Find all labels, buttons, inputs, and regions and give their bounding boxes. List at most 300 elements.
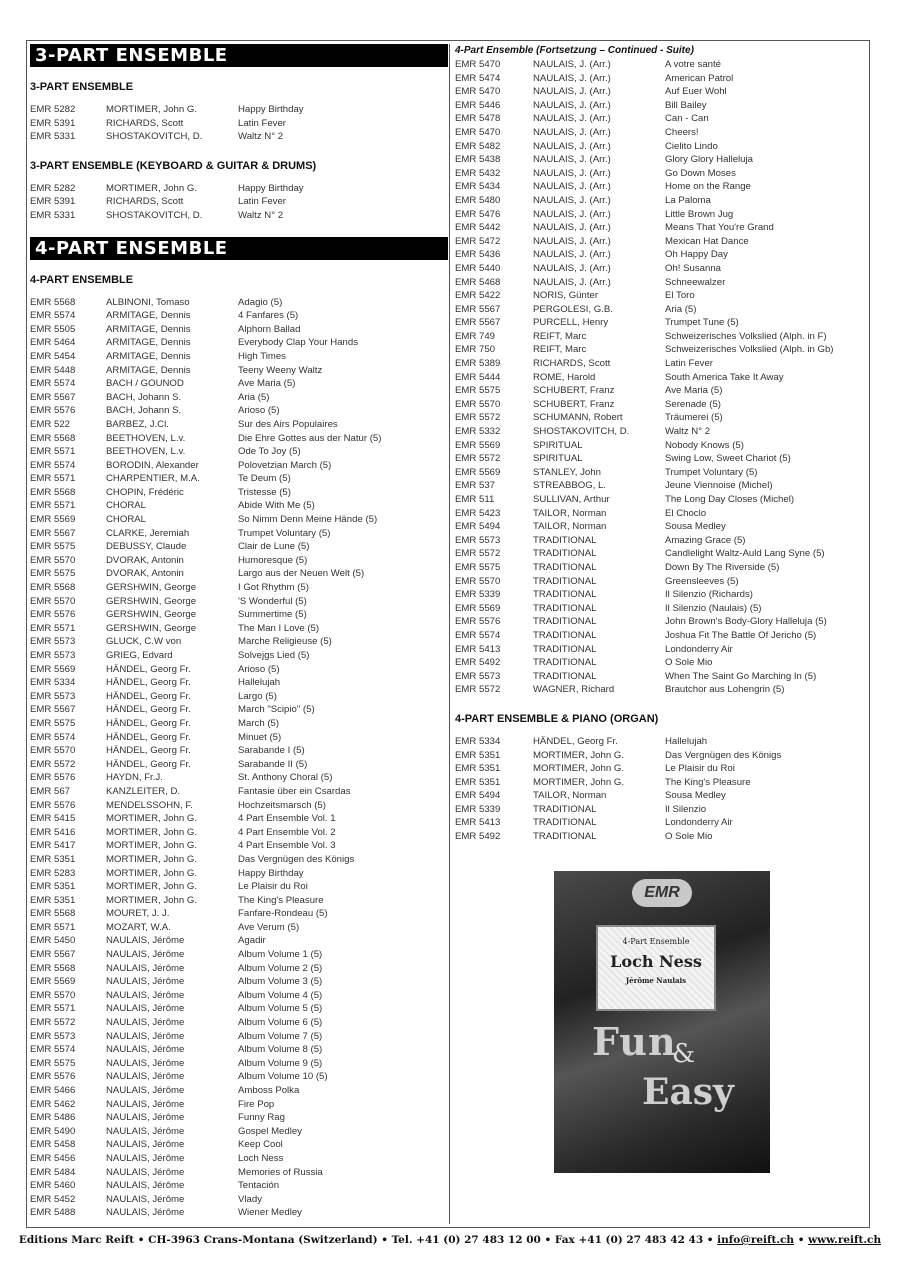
title: Nobody Knows (5): [665, 439, 744, 451]
composer: ARMITAGE, Dennis: [106, 364, 191, 376]
composer: NAULAIS, Jérôme: [106, 1030, 185, 1042]
catalog-number: EMR 5391: [30, 117, 76, 129]
catalog-row: [455, 762, 867, 776]
title: Glory Glory Halleluja: [665, 154, 753, 166]
title: Alphorn Ballad: [238, 323, 301, 335]
catalog-number: EMR 5576: [455, 616, 501, 628]
catalog-row: [30, 309, 448, 323]
composer: TRADITIONAL: [533, 589, 597, 601]
catalog-number: EMR 5569: [455, 439, 501, 451]
title: Arioso (5): [238, 405, 280, 417]
title: O Sole Mio: [665, 657, 713, 669]
composer: TRADITIONAL: [533, 670, 597, 682]
composer: NAULAIS, J. (Arr.): [533, 262, 611, 274]
catalog-number: EMR 5351: [30, 853, 76, 865]
catalog-number: EMR 5470: [455, 86, 501, 98]
catalog-row: [455, 262, 867, 276]
catalog-row: [455, 221, 867, 235]
title: Funny Rag: [238, 1112, 285, 1124]
catalog-row: [455, 85, 867, 99]
title: Träumerei (5): [665, 412, 723, 424]
catalog-number: EMR 5575: [30, 717, 76, 729]
catalog-number: EMR 5570: [455, 398, 501, 410]
catalog-number: EMR 5468: [455, 276, 501, 288]
composer: TRADITIONAL: [533, 803, 597, 815]
title: Wiener Medley: [238, 1207, 302, 1219]
composer: NAULAIS, Jérôme: [106, 1098, 185, 1110]
composer: PURCELL, Henry: [533, 317, 609, 329]
catalog-row: [30, 445, 448, 459]
footer-web-link[interactable]: www.reift.ch: [808, 1234, 882, 1246]
title: Home on the Range: [665, 181, 751, 193]
title: Agadir: [238, 935, 266, 947]
catalog-row: [455, 411, 867, 425]
title: Fanfare-Rondeau (5): [238, 908, 328, 920]
composer: ARMITAGE, Dennis: [106, 310, 191, 322]
composer: RICHARDS, Scott: [106, 117, 184, 129]
catalog-row: [30, 635, 448, 649]
catalog-number: EMR 5391: [30, 196, 76, 208]
title: Amazing Grace (5): [665, 534, 746, 546]
left-column: [30, 44, 448, 1220]
title: Hallelujah: [238, 677, 281, 689]
catalog-number: EMR 5571: [30, 446, 76, 458]
composer: MORTIMER, John G.: [533, 776, 624, 788]
composer: MORTIMER, John G.: [106, 853, 197, 865]
catalog-number: EMR 5571: [30, 622, 76, 634]
composer: NAULAIS, Jérôme: [106, 1139, 185, 1151]
composer: SHOSTAKOVITCH, D.: [533, 426, 630, 438]
title: Il Silenzio (Richards): [665, 589, 753, 601]
composer: NAULAIS, Jérôme: [106, 976, 185, 988]
catalog-number: EMR 5389: [455, 358, 501, 370]
title: Schweizerisches Volkslied (Alph. in Gb): [665, 344, 834, 356]
catalog-number: EMR 5464: [30, 337, 76, 349]
catalog-number: EMR 5448: [30, 364, 76, 376]
catalog-row: [455, 194, 867, 208]
catalog-number: EMR 5334: [455, 735, 501, 747]
catalog-number: EMR 5492: [455, 831, 501, 843]
composer: MORTIMER, John G.: [533, 763, 624, 775]
composer: NAULAIS, J. (Arr.): [533, 222, 611, 234]
composer: TRADITIONAL: [533, 629, 597, 641]
catalog-row: [455, 656, 867, 670]
catalog-number: EMR 5413: [455, 643, 501, 655]
catalog-number: EMR 5571: [30, 1003, 76, 1015]
catalog-row: [30, 1111, 448, 1125]
catalog-number: EMR 5569: [30, 514, 76, 526]
catalog-number: EMR 5575: [30, 541, 76, 553]
catalog-number: EMR 5452: [30, 1193, 76, 1205]
catalog-number: EMR 750: [455, 344, 495, 356]
catalog-row: [455, 643, 867, 657]
catalog-row: [455, 534, 867, 548]
catalog-number: EMR 5339: [455, 803, 501, 815]
right-column: [455, 44, 867, 844]
title: Sousa Medley: [665, 790, 726, 802]
composer: MENDELSSOHN, F.: [106, 799, 193, 811]
composer: NAULAIS, Jérôme: [106, 1057, 185, 1069]
composer: DVORAK, Antonin: [106, 568, 184, 580]
title: Sarabande II (5): [238, 758, 308, 770]
title: Album Volume 1 (5): [238, 949, 323, 961]
composer: BACH, Johann S.: [106, 405, 182, 417]
title: Album Volume 6 (5): [238, 1017, 323, 1029]
catalog-row: [455, 180, 867, 194]
composer: NAULAIS, J. (Arr.): [533, 181, 611, 193]
catalog-number: EMR 5567: [30, 704, 76, 716]
catalog-number: EMR 5570: [30, 554, 76, 566]
catalog-row: [30, 472, 448, 486]
composer: STANLEY, John: [533, 466, 601, 478]
catalog-number: EMR 5446: [455, 99, 501, 111]
composer: DEBUSSY, Claude: [106, 541, 187, 553]
catalog-row: [30, 880, 448, 894]
title: Album Volume 4 (5): [238, 989, 323, 1001]
title: Waltz N° 2: [238, 209, 284, 221]
title: Fantasie über ein Csardas: [238, 785, 351, 797]
catalog-row: [30, 975, 448, 989]
catalog-row: [455, 330, 867, 344]
title: Album Volume 9 (5): [238, 1057, 323, 1069]
catalog-row: [30, 540, 448, 554]
composer: NAULAIS, Jérôme: [106, 1193, 185, 1205]
catalog-number: EMR 5572: [30, 1017, 76, 1029]
title: Serenade (5): [665, 398, 721, 410]
catalog-number: EMR 5331: [30, 131, 76, 143]
title: Bill Bailey: [665, 99, 707, 111]
composer: NAULAIS, Jérôme: [106, 1112, 185, 1124]
catalog-number: EMR 5283: [30, 867, 76, 879]
title: American Patrol: [665, 72, 734, 84]
composer: HAYDN, Fr.J.: [106, 772, 163, 784]
title: Brautchor aus Lohengrin (5): [665, 684, 785, 696]
catalog-row: [455, 683, 867, 697]
composer: GRIEG, Edvard: [106, 650, 173, 661]
composer: SHOSTAKOVITCH, D.: [106, 131, 203, 143]
title: Go Down Moses: [665, 167, 736, 179]
title: Il Silenzio (Naulais) (5): [665, 602, 762, 614]
catalog-row: [455, 153, 867, 167]
title: 4 Part Ensemble Vol. 1: [238, 813, 336, 825]
title: Tristesse (5): [238, 486, 291, 498]
catalog-number: EMR 749: [455, 330, 495, 342]
composer: CHORAL: [106, 514, 146, 526]
catalog-row: [30, 1016, 448, 1030]
catalog-number: EMR 5331: [30, 209, 76, 221]
catalog-number: EMR 5488: [30, 1207, 76, 1219]
catalog-number: EMR 5480: [455, 194, 501, 206]
catalog-row: [455, 466, 867, 480]
catalog-number: EMR 5573: [30, 636, 76, 648]
title: Candlelight Waltz-Auld Lang Syne (5): [665, 548, 825, 560]
composer: MORTIMER, John G.: [106, 182, 197, 194]
composer: MORTIMER, John G.: [533, 749, 624, 761]
catalog-number: EMR 5567: [30, 391, 76, 403]
catalog-number: EMR 5575: [30, 568, 76, 580]
catalog-number: EMR 5569: [455, 602, 501, 614]
composer: HÄNDEL, Georg Fr.: [106, 704, 191, 716]
catalog-row: [455, 670, 867, 684]
catalog-number: EMR 5573: [30, 1030, 76, 1042]
composer: TRADITIONAL: [533, 575, 597, 587]
catalog-row: [30, 195, 448, 209]
title: Mexican Hat Dance: [665, 235, 749, 247]
cover-image-loch-ness: [554, 871, 770, 1173]
cover-amp-text: &: [672, 1039, 696, 1069]
cover-title: Loch Ness: [610, 952, 702, 971]
catalog-number: EMR 5570: [30, 989, 76, 1001]
catalog-number: EMR 5472: [455, 235, 501, 247]
title: Hochzeitsmarsch (5): [238, 799, 326, 811]
title: Sur des Airs Populaires: [238, 418, 338, 430]
catalog-number: EMR 5490: [30, 1125, 76, 1137]
composer: TAILOR, Norman: [533, 790, 607, 802]
composer: NAULAIS, Jérôme: [106, 989, 185, 1001]
composer: KANZLEITER, D.: [106, 785, 181, 797]
title: Das Vergnügen des Königs: [238, 853, 355, 865]
catalog-number: EMR 5573: [30, 650, 76, 661]
composer: NAULAIS, Jérôme: [106, 1152, 185, 1164]
composer: TRADITIONAL: [533, 831, 597, 843]
catalog-row: [455, 629, 867, 643]
catalog-number: EMR 5571: [30, 500, 76, 512]
title: Tentación: [238, 1180, 280, 1192]
title: High Times: [238, 350, 286, 362]
title: Humoresque (5): [238, 554, 308, 566]
catalog-row: [30, 744, 448, 758]
catalog-number: EMR 5432: [455, 167, 501, 179]
composer: TRADITIONAL: [533, 817, 597, 829]
column-divider: [449, 44, 450, 1224]
catalog-row: [30, 581, 448, 595]
title: Fire Pop: [238, 1098, 275, 1110]
title: Happy Birthday: [238, 182, 304, 194]
catalog-row: [30, 513, 448, 527]
catalog-row: [455, 99, 867, 113]
catalog-row: [455, 425, 867, 439]
composer: ARMITAGE, Dennis: [106, 337, 191, 349]
title: Adagio (5): [238, 296, 283, 308]
catalog-number: EMR 5438: [455, 154, 501, 166]
catalog-row: [455, 248, 867, 262]
catalog-row: [455, 140, 867, 154]
title: Happy Birthday: [238, 867, 304, 879]
catalog-row: [30, 1002, 448, 1016]
catalog-number: EMR 5456: [30, 1152, 76, 1164]
title: Keep Cool: [238, 1139, 283, 1151]
catalog-number: EMR 5573: [455, 670, 501, 682]
composer: ROME, Harold: [533, 371, 596, 383]
catalog-number: EMR 5422: [455, 290, 501, 302]
catalog-row: [30, 962, 448, 976]
title: Memories of Russia: [238, 1166, 323, 1178]
title: 4 Fanfares (5): [238, 310, 299, 322]
catalog-row: [30, 432, 448, 446]
catalog-row: [30, 418, 448, 432]
title: So Nimm Denn Meine Hände (5): [238, 514, 378, 526]
catalog-number: EMR 511: [455, 494, 495, 505]
composer: NAULAIS, Jérôme: [106, 1207, 185, 1219]
title: Oh! Susanna: [665, 262, 722, 274]
catalog-number: EMR 5484: [30, 1166, 76, 1178]
title: Waltz N° 2: [665, 426, 711, 438]
catalog-number: EMR 5569: [30, 663, 76, 675]
catalog-row: [30, 1098, 448, 1112]
catalog-row: [455, 479, 867, 493]
composer: NAULAIS, J. (Arr.): [533, 208, 611, 220]
catalog-number: EMR 5505: [30, 323, 76, 335]
catalog-row: [30, 826, 448, 840]
title: Gospel Medley: [238, 1125, 302, 1137]
catalog-number: EMR 5572: [455, 548, 501, 560]
composer: HÄNDEL, Georg Fr.: [106, 758, 191, 770]
catalog-number: EMR 5492: [455, 657, 501, 669]
composer: NAULAIS, Jérôme: [106, 1071, 185, 1083]
catalog-row: [455, 776, 867, 790]
catalog-row: [30, 1138, 448, 1152]
title: Trumpet Voluntary (5): [665, 466, 758, 478]
catalog-number: EMR 5570: [30, 745, 76, 757]
catalog-number: EMR 5574: [455, 629, 501, 641]
catalog-row: [30, 1193, 448, 1207]
title: Das Vergnügen des Königs: [665, 749, 782, 761]
composer: MORTIMER, John G.: [106, 840, 197, 852]
catalog-number: EMR 5572: [455, 453, 501, 465]
catalog-number: EMR 5568: [30, 962, 76, 974]
catalog-row: [30, 934, 448, 948]
catalog-number: EMR 5478: [455, 113, 501, 125]
title: Hallelujah: [665, 735, 708, 747]
catalog-number: EMR 5567: [455, 317, 501, 329]
catalog-number: EMR 5474: [455, 72, 501, 84]
footer: [0, 1234, 900, 1246]
title: South America Take It Away: [665, 371, 784, 383]
catalog-number: EMR 5413: [455, 817, 501, 829]
composer: BACH, Johann S.: [106, 391, 182, 403]
catalog-number: EMR 5466: [30, 1085, 76, 1096]
catalog-number: EMR 567: [30, 785, 70, 797]
title: Latin Fever: [238, 117, 286, 129]
catalog-number: EMR 5460: [30, 1180, 76, 1192]
composer: NAULAIS, J. (Arr.): [533, 235, 611, 247]
title: Le Plaisir du Roi: [665, 763, 735, 775]
composer: GERSHWIN, George: [106, 609, 197, 621]
catalog-row: [455, 303, 867, 317]
catalog-row: [455, 803, 867, 817]
catalog-number: EMR 5442: [455, 222, 501, 234]
title: Marche Religieuse (5): [238, 636, 332, 648]
catalog-number: EMR 5351: [30, 881, 76, 893]
catalog-row: [30, 717, 448, 731]
catalog-number: EMR 5416: [30, 826, 76, 838]
catalog-row: [30, 812, 448, 826]
composer: RICHARDS, Scott: [533, 358, 611, 370]
catalog-row: [30, 731, 448, 745]
composer: SULLIVAN, Arthur: [533, 494, 610, 505]
composer: HÄNDEL, Georg Fr.: [533, 735, 618, 747]
footer-separator: •: [797, 1234, 805, 1246]
title: A votre santé: [665, 59, 721, 70]
title: Album Volume 2 (5): [238, 962, 323, 974]
catalog-row: [30, 894, 448, 908]
title: Album Volume 3 (5): [238, 976, 323, 988]
composer: NAULAIS, J. (Arr.): [533, 59, 611, 70]
title: When The Saint Go Marching In (5): [665, 670, 817, 682]
cover-fun-text: Fun: [592, 1019, 677, 1064]
catalog-number: EMR 5332: [455, 426, 501, 438]
composer: NAULAIS, J. (Arr.): [533, 99, 611, 111]
composer: NAULAIS, Jérôme: [106, 962, 185, 974]
catalog-number: EMR 5570: [30, 595, 76, 607]
composer: MORTIMER, John G.: [106, 813, 197, 825]
catalog-number: EMR 5569: [30, 976, 76, 988]
composer: TAILOR, Norman: [533, 507, 607, 519]
title: Solvejgs Lied (5): [238, 650, 310, 661]
catalog-row: [30, 1152, 448, 1166]
title: Londonderry Air: [665, 643, 733, 655]
list-4-part: [30, 296, 448, 1220]
composer: NAULAIS, J. (Arr.): [533, 154, 611, 166]
title: Latin Fever: [665, 358, 713, 370]
composer: STREABBOG, L.: [533, 480, 607, 492]
catalog-number: EMR 5575: [455, 561, 501, 573]
section-title-4-part: 4-PART ENSEMBLE: [30, 273, 134, 286]
catalog-row: [455, 316, 867, 330]
catalog-number: EMR 5476: [455, 208, 501, 220]
catalog-row: [30, 377, 448, 391]
catalog-row: [455, 575, 867, 589]
composer: NAULAIS, J. (Arr.): [533, 249, 611, 261]
title: Greensleeves (5): [665, 575, 739, 587]
catalog-number: EMR 5444: [455, 371, 501, 383]
title: Album Volume 7 (5): [238, 1030, 323, 1042]
composer: TRADITIONAL: [533, 657, 597, 669]
catalog-number: EMR 5494: [455, 790, 501, 802]
catalog-row: [30, 799, 448, 813]
catalog-row: [455, 208, 867, 222]
catalog-row: [30, 499, 448, 513]
title: Summertime (5): [238, 609, 307, 621]
title: Little Brown Jug: [665, 208, 734, 220]
title: John Brown's Body-Glory Halleluja (5): [665, 616, 827, 628]
catalog-number: EMR 5470: [455, 59, 501, 70]
composer: MORTIMER, John G.: [106, 881, 197, 893]
catalog-row: [455, 58, 867, 72]
list-4-part-piano: [455, 735, 867, 844]
catalog-number: EMR 5470: [455, 126, 501, 138]
catalog-number: EMR 5568: [30, 908, 76, 920]
title: Clair de Lune (5): [238, 541, 310, 553]
footer-email-link[interactable]: info@reift.ch: [717, 1234, 795, 1246]
composer: SCHUMANN, Robert: [533, 412, 623, 424]
catalog-row: [30, 1206, 448, 1220]
catalog-row: [455, 602, 867, 616]
title: El Choclo: [665, 507, 707, 519]
catalog-number: EMR 5568: [30, 296, 76, 308]
composer: REIFT, Marc: [533, 344, 587, 356]
composer: TRADITIONAL: [533, 534, 597, 546]
catalog-number: EMR 5454: [30, 350, 76, 362]
composer: NAULAIS, Jérôme: [106, 1017, 185, 1029]
catalog-row: [30, 703, 448, 717]
catalog-row: [30, 1070, 448, 1084]
catalog-row: [455, 112, 867, 126]
catalog-row: [455, 167, 867, 181]
title: Sousa Medley: [665, 521, 726, 533]
composer: PERGOLESI, G.B.: [533, 303, 613, 315]
composer: SPIRITUAL: [533, 453, 583, 465]
